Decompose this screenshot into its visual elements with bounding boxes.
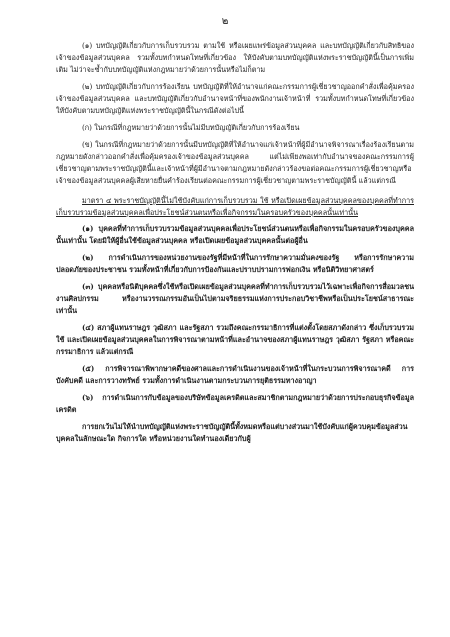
paragraph-2b: (ข) ในกรณีที่กฎหมายว่าด้วยการนั้นมีบทบัญญัติที่ให้อำนาจแก่เจ้าหน้าที่ผู้มีอำนาจพิจารณาเรื่องร้องเรียนตามกฎหมายดังกล่าวออกคำสั่งเพื่อคุ้มครองเจ้าของข้อมูลส่วนบุคคล แต่ไม่เพียงพอเท่ากับอำนาจของคณะกรรมการผู้เชี่ยวชาญตามพระราชบัญญัตินี้และเจ้าหน้าที่ผู้มีอำนาจตามกฎหมายดังกล่าวร้องขอต่อคณะกรรมการผู้เชี่ยวชาญหรือเจ้าของข้อมูลส่วนบุคคลผู้เสียหายยื่นคำร้องเรียนต่อคณะกรรมการผู้เชี่ยวชาญตามพระราชบัญญัตินี้ แล้วแต่กรณี: [56, 140, 414, 185]
paragraph-2: (๒) บทบัญญัติเกี่ยวกับการร้องเรียน บทบัญญัติที่ให้อำนาจแก่คณะกรรมการผู้เชี่ยวชาญออกคำสั่งเพื่อคุ้มครองเจ้าของข้อมูลส่วนบุคคล และบทบัญญัติเกี่ยวกับอำนาจหน้าที่ของพนักงานเจ้าหน้าที่ รวมทั้งบทกำหนดโทษที่เกี่ยวข้อง ให้บังคับตามบทบัญญัติแห่งพระราชบัญญัตินี้ในกรณีดังต่อไปนี้: [56, 82, 414, 115]
item-3: (๓) บุคคลหรือนิติบุคคลซึ่งใช้หรือเปิดเผยข้อมูลส่วนบุคคลที่ทำการเก็บรวบรวมไว้เฉพาะเพื่อกิจการสื่อมวลชน งานศิลปกรรม หรืองานวรรณกรรมอันเป็นไปตามจริยธรรมแห่งการประกอบวิชาชีพหรือเป็นประโยชน์สาธารณะเท่านั้น: [56, 282, 414, 315]
item-2: (๒) การดำเนินการของหน่วยงานของรัฐที่มีหน้าที่ในการรักษาความมั่นคงของรัฐ หรือการรักษาความปลอดภัยของประชาชน รวมทั้งหน้าที่เกี่ยวกับการป้องกันและปราบปรามการฟอกเงิน หรือนิติวิทยาศาสตร์: [56, 253, 414, 274]
closing-paragraph: การยกเว้นไม่ให้นำบทบัญญัติแห่งพระราชบัญญัตินี้ทั้งหมดหรือแต่บางส่วนมาใช้บังคับแก่ผู้ควบคุมข้อมูลส่วนบุคคลในลักษณะใด กิจการใด หรือหน่วยงานใดทำนองเดียวกับผู้: [56, 422, 408, 443]
document-body: [56, 40, 414, 450]
page-number: ๒: [221, 16, 229, 27]
paragraph-2a: (ก) ในกรณีที่กฎหมายว่าด้วยการนั้นไม่มีบทบัญญัติเกี่ยวกับการร้องเรียน: [82, 123, 300, 132]
item-1: (๑) บุคคลที่ทำการเก็บรวบรวมข้อมูลส่วนบุคคลเพื่อประโยชน์ส่วนตนหรือเพื่อกิจกรรมในครอบครัวของบุคคลนั้นเท่านั้น โดยมิให้ผู้อื่นใช้ข้อมูลส่วนบุคคล หรือเปิดเผยข้อมูลส่วนบุคคลนั้นต่อผู้อื่น: [56, 224, 414, 245]
section-4-heading: มาตรา ๔ พระราชบัญญัตินี้ไม่ใช้บังคับแก่การเก็บรวบรวม ใช้ หรือเปิดเผยข้อมูลส่วนบุคคลของบุคคลที่ทำการเก็บรวบรวมข้อมูลส่วนบุคคลเพื่อประโยชน์ส่วนตนหรือเพื่อกิจกรรมในครอบครัวของบุคคลนั้นเท่านั้น: [56, 196, 414, 217]
item-5: (๕) การพิจารณาพิพากษาคดีของศาลและการดำเนินงานของเจ้าหน้าที่ในกระบวนการพิจารณาคดี การบังคับคดี และการวางทรัพย์ รวมทั้งการดำเนินงานตามกระบวนการยุติธรรมทางอาญา: [56, 364, 414, 385]
item-6: (๖) การดำเนินการกับข้อมูลของบริษัทข้อมูลเครดิตและสมาชิกตามกฎหมายว่าด้วยการประกอบธุรกิจข้อมูลเครดิต: [56, 393, 414, 414]
item-4: (๔) สภาผู้แทนราษฎร วุฒิสภา และรัฐสภา รวมถึงคณะกรรมาธิการที่แต่งตั้งโดยสภาดังกล่าว ซึ่งเก็บรวบรวม ใช้ และเปิดเผยข้อมูลส่วนบุคคลในการพิจารณาตามหน้าที่และอำนาจของสภาผู้แทนราษฎร วุฒิสภา รัฐสภา หรือคณะกรรมาธิการ แล้วแต่กรณี: [56, 323, 414, 356]
paragraph-1: (๑) บทบัญญัติเกี่ยวกับการเก็บรวบรวม ตามใช้ หรือเผยแพร่ข้อมูลส่วนบุคคล และบทบัญญัติเกี่ยวกับสิทธิของเจ้าของข้อมูลส่วนบุคคล รวมทั้งบทกำหนดโทษที่เกี่ยวข้อง ให้บังคับตามบทบัญญัติแห่งพระราชบัญญัตินี้เป็นการเพิ่มเติม ไม่ว่าจะซ้ำกับบทบัญญัติแห่งกฎหมายว่าด้วยการนั้นหรือไม่ก็ตาม: [56, 41, 414, 74]
